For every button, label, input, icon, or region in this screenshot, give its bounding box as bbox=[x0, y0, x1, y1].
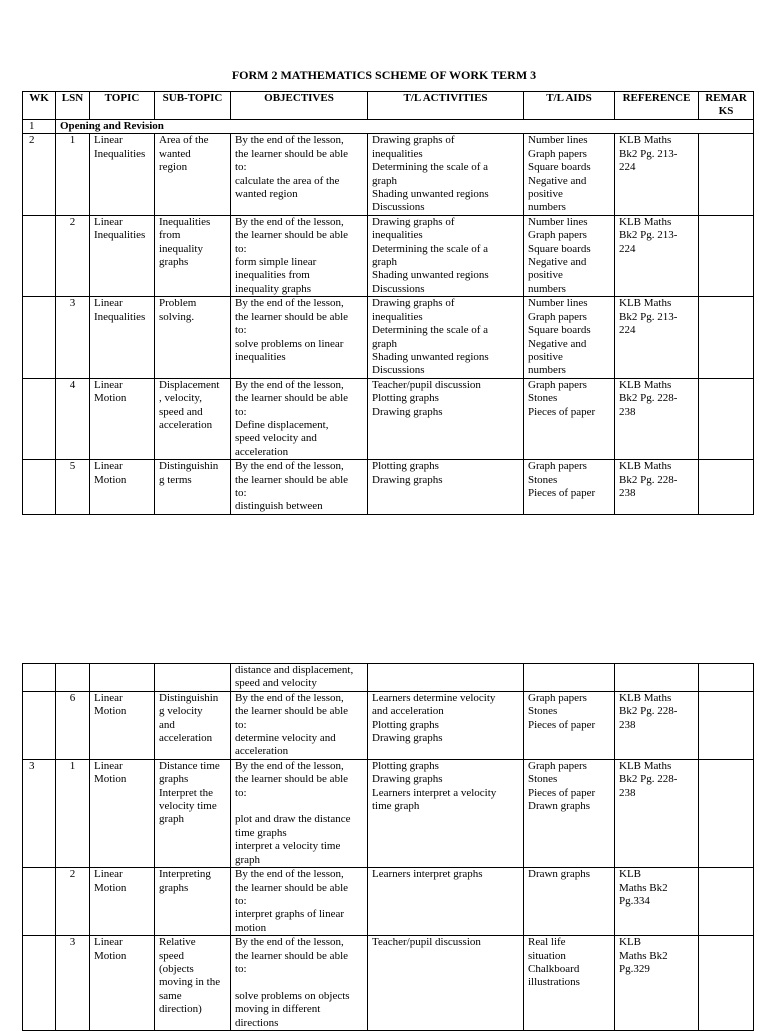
cell-aids: Number lines Graph papers Square boards Negative and positive numbers bbox=[524, 297, 615, 378]
cell-lsn: 3 bbox=[56, 297, 90, 378]
cell-aids: Graph papers Stones Pieces of paper bbox=[524, 378, 615, 459]
cell-activities: Plotting graphs Drawing graphs Learners interpret a velocity time graph bbox=[368, 759, 524, 867]
cell-remarks bbox=[699, 297, 754, 378]
cell-remarks bbox=[699, 460, 754, 515]
cell-aids: Graph papers Stones Pieces of paper bbox=[524, 691, 615, 759]
cell-lsn: 6 bbox=[56, 691, 90, 759]
cell-lsn: 1 bbox=[56, 134, 90, 215]
cell-subtopic: Distance time graphs Interpret the velocity time graph bbox=[155, 759, 231, 867]
cell-subtopic: Problem solving. bbox=[155, 297, 231, 378]
cell-objectives: distance and displacement, speed and velocity bbox=[231, 664, 368, 692]
cell-activities: Teacher/pupil discussion Plotting graphs Drawing graphs bbox=[368, 378, 524, 459]
cell-wk bbox=[23, 215, 56, 296]
cell-activities: Drawing graphs of inequalities Determining the scale of a graph Shading unwanted regions Discussions bbox=[368, 134, 524, 215]
header-remarks: REMAR KS bbox=[699, 92, 754, 120]
table-row bbox=[23, 868, 754, 936]
cell-lsn bbox=[56, 664, 90, 692]
cell-remarks bbox=[699, 936, 754, 1031]
cell-remarks bbox=[699, 691, 754, 759]
cell-aids: Graph papers Stones Pieces of paper bbox=[524, 460, 615, 515]
cell-wk bbox=[23, 868, 56, 936]
cell-topic: Linear Inequalities bbox=[90, 134, 155, 215]
opening-wk: 1 bbox=[23, 120, 56, 134]
page-title: FORM 2 MATHEMATICS SCHEME OF WORK TERM 3 bbox=[231, 68, 537, 82]
cell-activities: Learners determine velocity and acceleration Plotting graphs Drawing graphs bbox=[368, 691, 524, 759]
cell-subtopic: Relative speed (objects moving in the same direction) bbox=[155, 936, 231, 1031]
cell-topic: Linear Inequalities bbox=[90, 215, 155, 296]
header-activities: T/L ACTIVITIES bbox=[368, 92, 524, 120]
cell-reference: KLB Maths Bk2 Pg. 228- 238 bbox=[615, 691, 699, 759]
table-row bbox=[23, 297, 754, 378]
cell-subtopic: Distinguishin g velocity and acceleration bbox=[155, 691, 231, 759]
cell-reference: KLB Maths Bk2 Pg. 213- 224 bbox=[615, 134, 699, 215]
cell-lsn: 3 bbox=[56, 936, 90, 1031]
cell-objectives: By the end of the lesson, the learner should be able to: form simple linear inequalities from inequality graphs bbox=[231, 215, 368, 296]
cell-aids: Number lines Graph papers Square boards Negative and positive numbers bbox=[524, 215, 615, 296]
cell-wk: 3 bbox=[23, 759, 56, 867]
cell-activities bbox=[368, 664, 524, 692]
cell-reference: KLB Maths Bk2 Pg. 228- 238 bbox=[615, 378, 699, 459]
cell-wk bbox=[23, 460, 56, 515]
header-subtopic: SUB-TOPIC bbox=[155, 92, 231, 120]
cell-topic: Linear Motion bbox=[90, 868, 155, 936]
cell-reference: KLB Maths Bk2 Pg. 213- 224 bbox=[615, 215, 699, 296]
cell-wk bbox=[23, 691, 56, 759]
cell-reference: KLB Maths Bk2 Pg.334 bbox=[615, 868, 699, 936]
cell-objectives: By the end of the lesson, the learner should be able to: interpret graphs of linear motion bbox=[231, 868, 368, 936]
table-row bbox=[23, 215, 754, 296]
scheme-table-page-2 bbox=[22, 663, 754, 1031]
cell-topic: Linear Motion bbox=[90, 691, 155, 759]
table-row bbox=[23, 759, 754, 867]
cell-objectives: By the end of the lesson, the learner should be able to: plot and draw the distance time graphs interpret a velocity time graph bbox=[231, 759, 368, 867]
cell-wk bbox=[23, 297, 56, 378]
cell-remarks bbox=[699, 868, 754, 936]
cell-topic: Linear Motion bbox=[90, 378, 155, 459]
header-topic: TOPIC bbox=[90, 92, 155, 120]
cell-lsn: 1 bbox=[56, 759, 90, 867]
cell-remarks bbox=[699, 664, 754, 692]
header-reference: REFERENCE bbox=[615, 92, 699, 120]
table-row bbox=[23, 691, 754, 759]
cell-objectives: By the end of the lesson, the learner should be able to: Define displacement, speed velocity and acceleration bbox=[231, 378, 368, 459]
cell-lsn: 4 bbox=[56, 378, 90, 459]
cell-wk bbox=[23, 664, 56, 692]
cell-activities: Learners interpret graphs bbox=[368, 868, 524, 936]
cell-topic: Linear Motion bbox=[90, 759, 155, 867]
cell-remarks bbox=[699, 378, 754, 459]
cell-objectives: By the end of the lesson, the learner should be able to: calculate the area of the wanted region bbox=[231, 134, 368, 215]
cell-activities: Drawing graphs of inequalities Determining the scale of a graph Shading unwanted regions Discussions bbox=[368, 215, 524, 296]
cell-reference: KLB Maths Bk2 Pg. 228- 238 bbox=[615, 460, 699, 515]
cell-topic: Linear Inequalities bbox=[90, 297, 155, 378]
cell-aids: Real life situation Chalkboard illustrations bbox=[524, 936, 615, 1031]
cell-subtopic: Inequalities from inequality graphs bbox=[155, 215, 231, 296]
cell-lsn: 2 bbox=[56, 215, 90, 296]
cell-remarks bbox=[699, 134, 754, 215]
cell-aids bbox=[524, 664, 615, 692]
table-row bbox=[23, 460, 754, 515]
header-row bbox=[23, 92, 754, 120]
cell-subtopic: Area of the wanted region bbox=[155, 134, 231, 215]
cell-reference: KLB Maths Bk2 Pg. 213- 224 bbox=[615, 297, 699, 378]
cell-activities: Teacher/pupil discussion bbox=[368, 936, 524, 1031]
cell-wk bbox=[23, 936, 56, 1031]
cell-objectives: By the end of the lesson, the learner should be able to: solve problems on linear inequalities bbox=[231, 297, 368, 378]
cell-lsn: 5 bbox=[56, 460, 90, 515]
header-aids: T/L AIDS bbox=[524, 92, 615, 120]
cell-aids: Drawn graphs bbox=[524, 868, 615, 936]
cell-topic bbox=[90, 664, 155, 692]
table-row bbox=[23, 664, 754, 692]
opening-row bbox=[23, 120, 754, 134]
cell-topic: Linear Motion bbox=[90, 936, 155, 1031]
cell-reference: KLB Maths Bk2 Pg.329 bbox=[615, 936, 699, 1031]
table-row bbox=[23, 378, 754, 459]
cell-aids: Number lines Graph papers Square boards Negative and positive numbers bbox=[524, 134, 615, 215]
cell-objectives: By the end of the lesson, the learner should be able to: solve problems on objects moving in different directions bbox=[231, 936, 368, 1031]
cell-wk: 2 bbox=[23, 134, 56, 215]
cell-remarks bbox=[699, 215, 754, 296]
cell-subtopic: Displacement , velocity, speed and acceleration bbox=[155, 378, 231, 459]
opening-text: Opening and Revision bbox=[56, 120, 754, 134]
cell-wk bbox=[23, 378, 56, 459]
scheme-table-page-1 bbox=[22, 91, 754, 515]
cell-subtopic bbox=[155, 664, 231, 692]
cell-reference: KLB Maths Bk2 Pg. 228- 238 bbox=[615, 759, 699, 867]
cell-subtopic: Interpreting graphs bbox=[155, 868, 231, 936]
header-objectives: OBJECTIVES bbox=[231, 92, 368, 120]
table-row bbox=[23, 134, 754, 215]
cell-subtopic: Distinguishin g terms bbox=[155, 460, 231, 515]
cell-aids: Graph papers Stones Pieces of paper Drawn graphs bbox=[524, 759, 615, 867]
table-row bbox=[23, 936, 754, 1031]
cell-activities: Drawing graphs of inequalities Determining the scale of a graph Shading unwanted regions Discussions bbox=[368, 297, 524, 378]
cell-lsn: 2 bbox=[56, 868, 90, 936]
cell-activities: Plotting graphs Drawing graphs bbox=[368, 460, 524, 515]
header-wk: WK bbox=[23, 92, 56, 120]
cell-topic: Linear Motion bbox=[90, 460, 155, 515]
cell-remarks bbox=[699, 759, 754, 867]
cell-objectives: By the end of the lesson, the learner should be able to: determine velocity and acceleration bbox=[231, 691, 368, 759]
cell-reference bbox=[615, 664, 699, 692]
cell-objectives: By the end of the lesson, the learner should be able to: distinguish between bbox=[231, 460, 368, 515]
header-lsn: LSN bbox=[56, 92, 90, 120]
